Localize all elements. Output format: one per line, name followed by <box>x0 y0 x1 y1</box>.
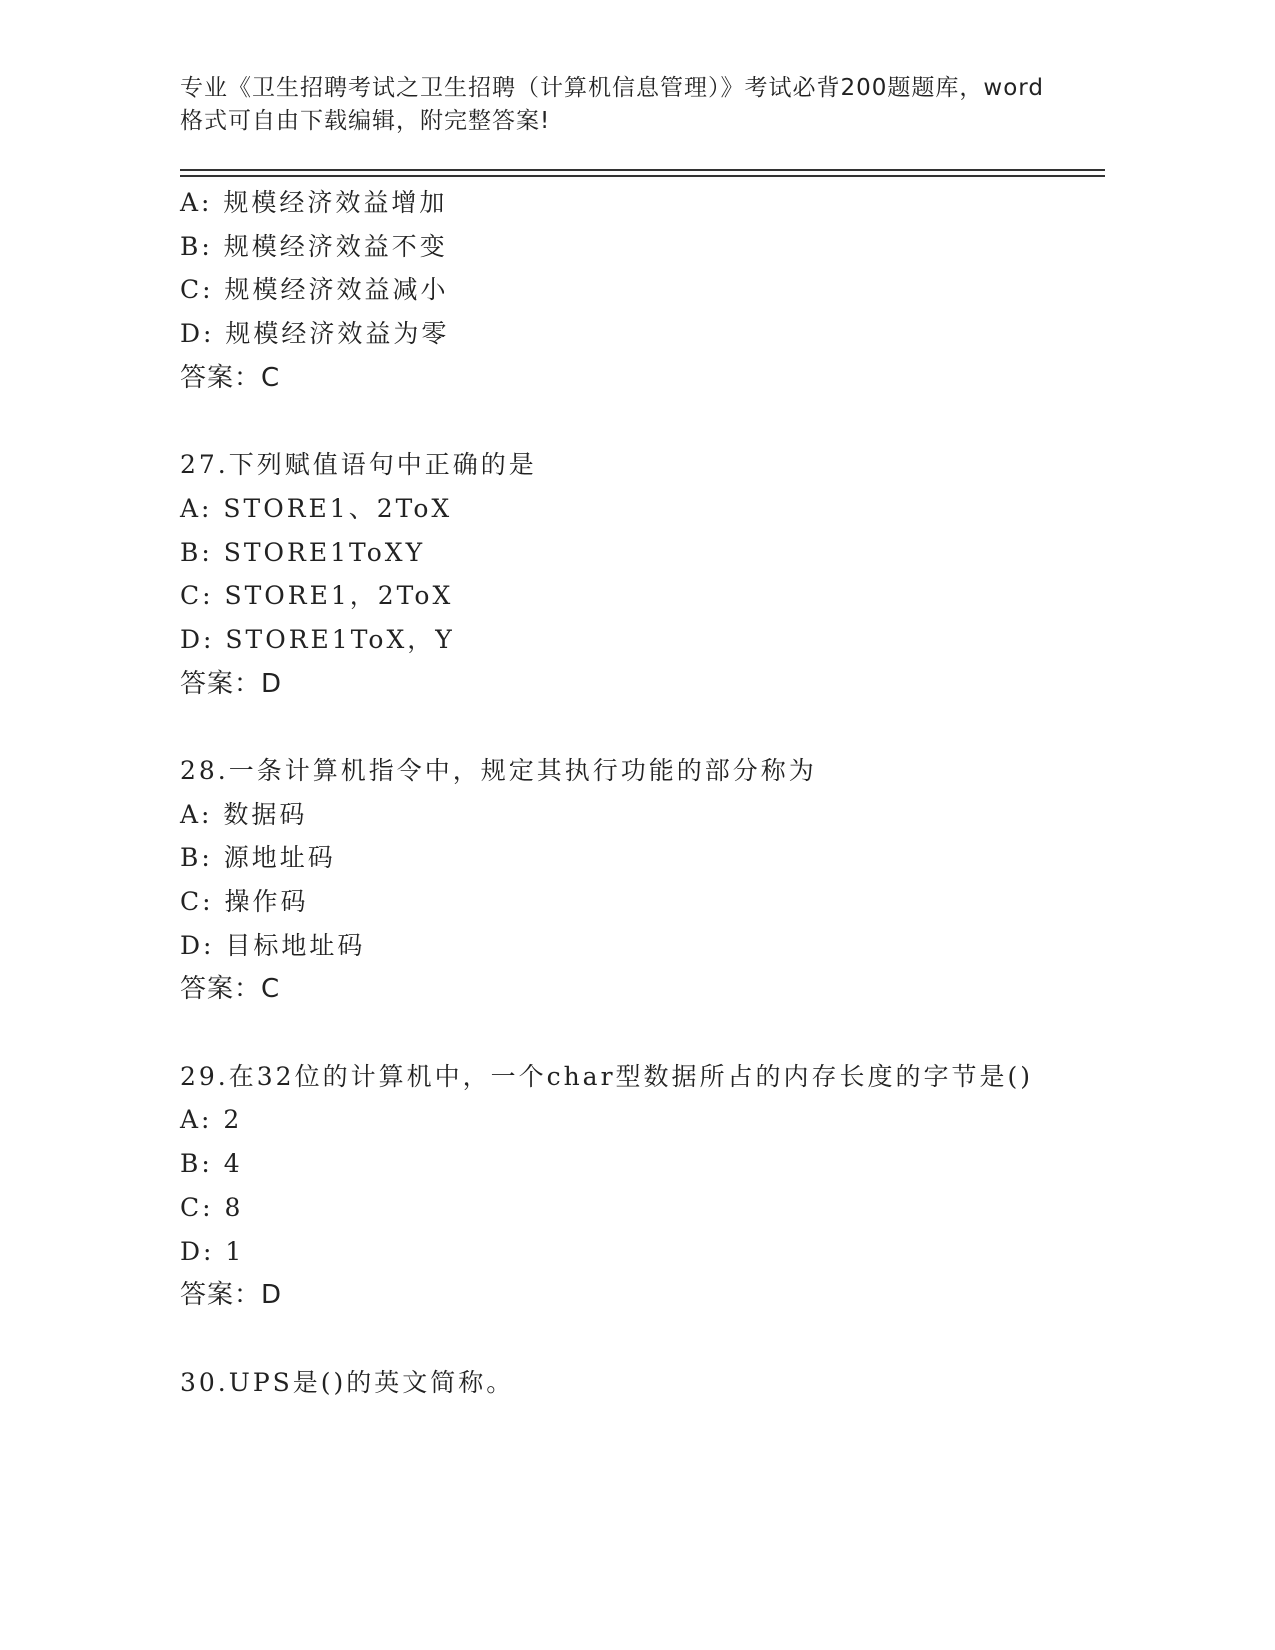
answer: 答案：C <box>180 974 281 1005</box>
question-stem: 27.下列赋值语句中正确的是 <box>180 450 537 480</box>
question-29 <box>180 1057 1105 1319</box>
answer: 答案：D <box>180 1280 283 1311</box>
option-a: A: STORE1、2ToX <box>180 493 453 523</box>
spacer <box>180 1013 1105 1057</box>
option-d: D: 规模经济效益为零 <box>180 319 450 349</box>
option-b: B: 规模经济效益不变 <box>180 231 448 261</box>
option-d: D: STORE1ToX，Y <box>180 624 455 654</box>
header-divider-bottom <box>180 175 1105 177</box>
option-c: C: 8 <box>180 1192 244 1222</box>
header-title-line-1: 专业《卫生招聘考试之卫生招聘（计算机信息管理）》考试必背200题题库，word <box>180 75 1044 101</box>
question-26-continued <box>180 183 1105 401</box>
header-title-line-2: 格式可自由下载编辑，附完整答案! <box>180 108 551 134</box>
option-c: C: 规模经济效益减小 <box>180 275 449 305</box>
spacer <box>180 707 1105 751</box>
option-d: D: 目标地址码 <box>180 930 366 960</box>
option-a: A: 2 <box>180 1105 243 1135</box>
question-stem: 29.在32位的计算机中，一个char型数据所占的内存长度的字节是() <box>180 1061 1034 1091</box>
option-c: C: 操作码 <box>180 887 309 916</box>
option-d: D: 1 <box>180 1236 245 1266</box>
header-divider-top <box>180 169 1105 171</box>
spacer <box>180 1319 1105 1363</box>
question-30 <box>180 1363 1105 1407</box>
option-a: A: 规模经济效益增加 <box>180 188 448 217</box>
question-stem: 28.一条计算机指令中，规定其执行功能的部分称为 <box>180 755 817 785</box>
question-list <box>180 183 1105 1406</box>
question-28 <box>180 751 1105 1013</box>
question-27 <box>180 445 1105 707</box>
document-header <box>180 72 1080 138</box>
option-a: A: 数据码 <box>180 799 308 829</box>
spacer <box>180 401 1105 445</box>
option-c: C: STORE1，2ToX <box>180 581 454 611</box>
option-b: B: 4 <box>180 1149 243 1179</box>
answer: 答案：D <box>180 668 283 699</box>
answer: 答案：C <box>180 362 281 393</box>
question-stem: 30.UPS是()的英文简称。 <box>180 1367 515 1397</box>
option-b: B: 源地址码 <box>180 843 336 873</box>
option-b: B: STORE1ToXY <box>180 537 426 567</box>
